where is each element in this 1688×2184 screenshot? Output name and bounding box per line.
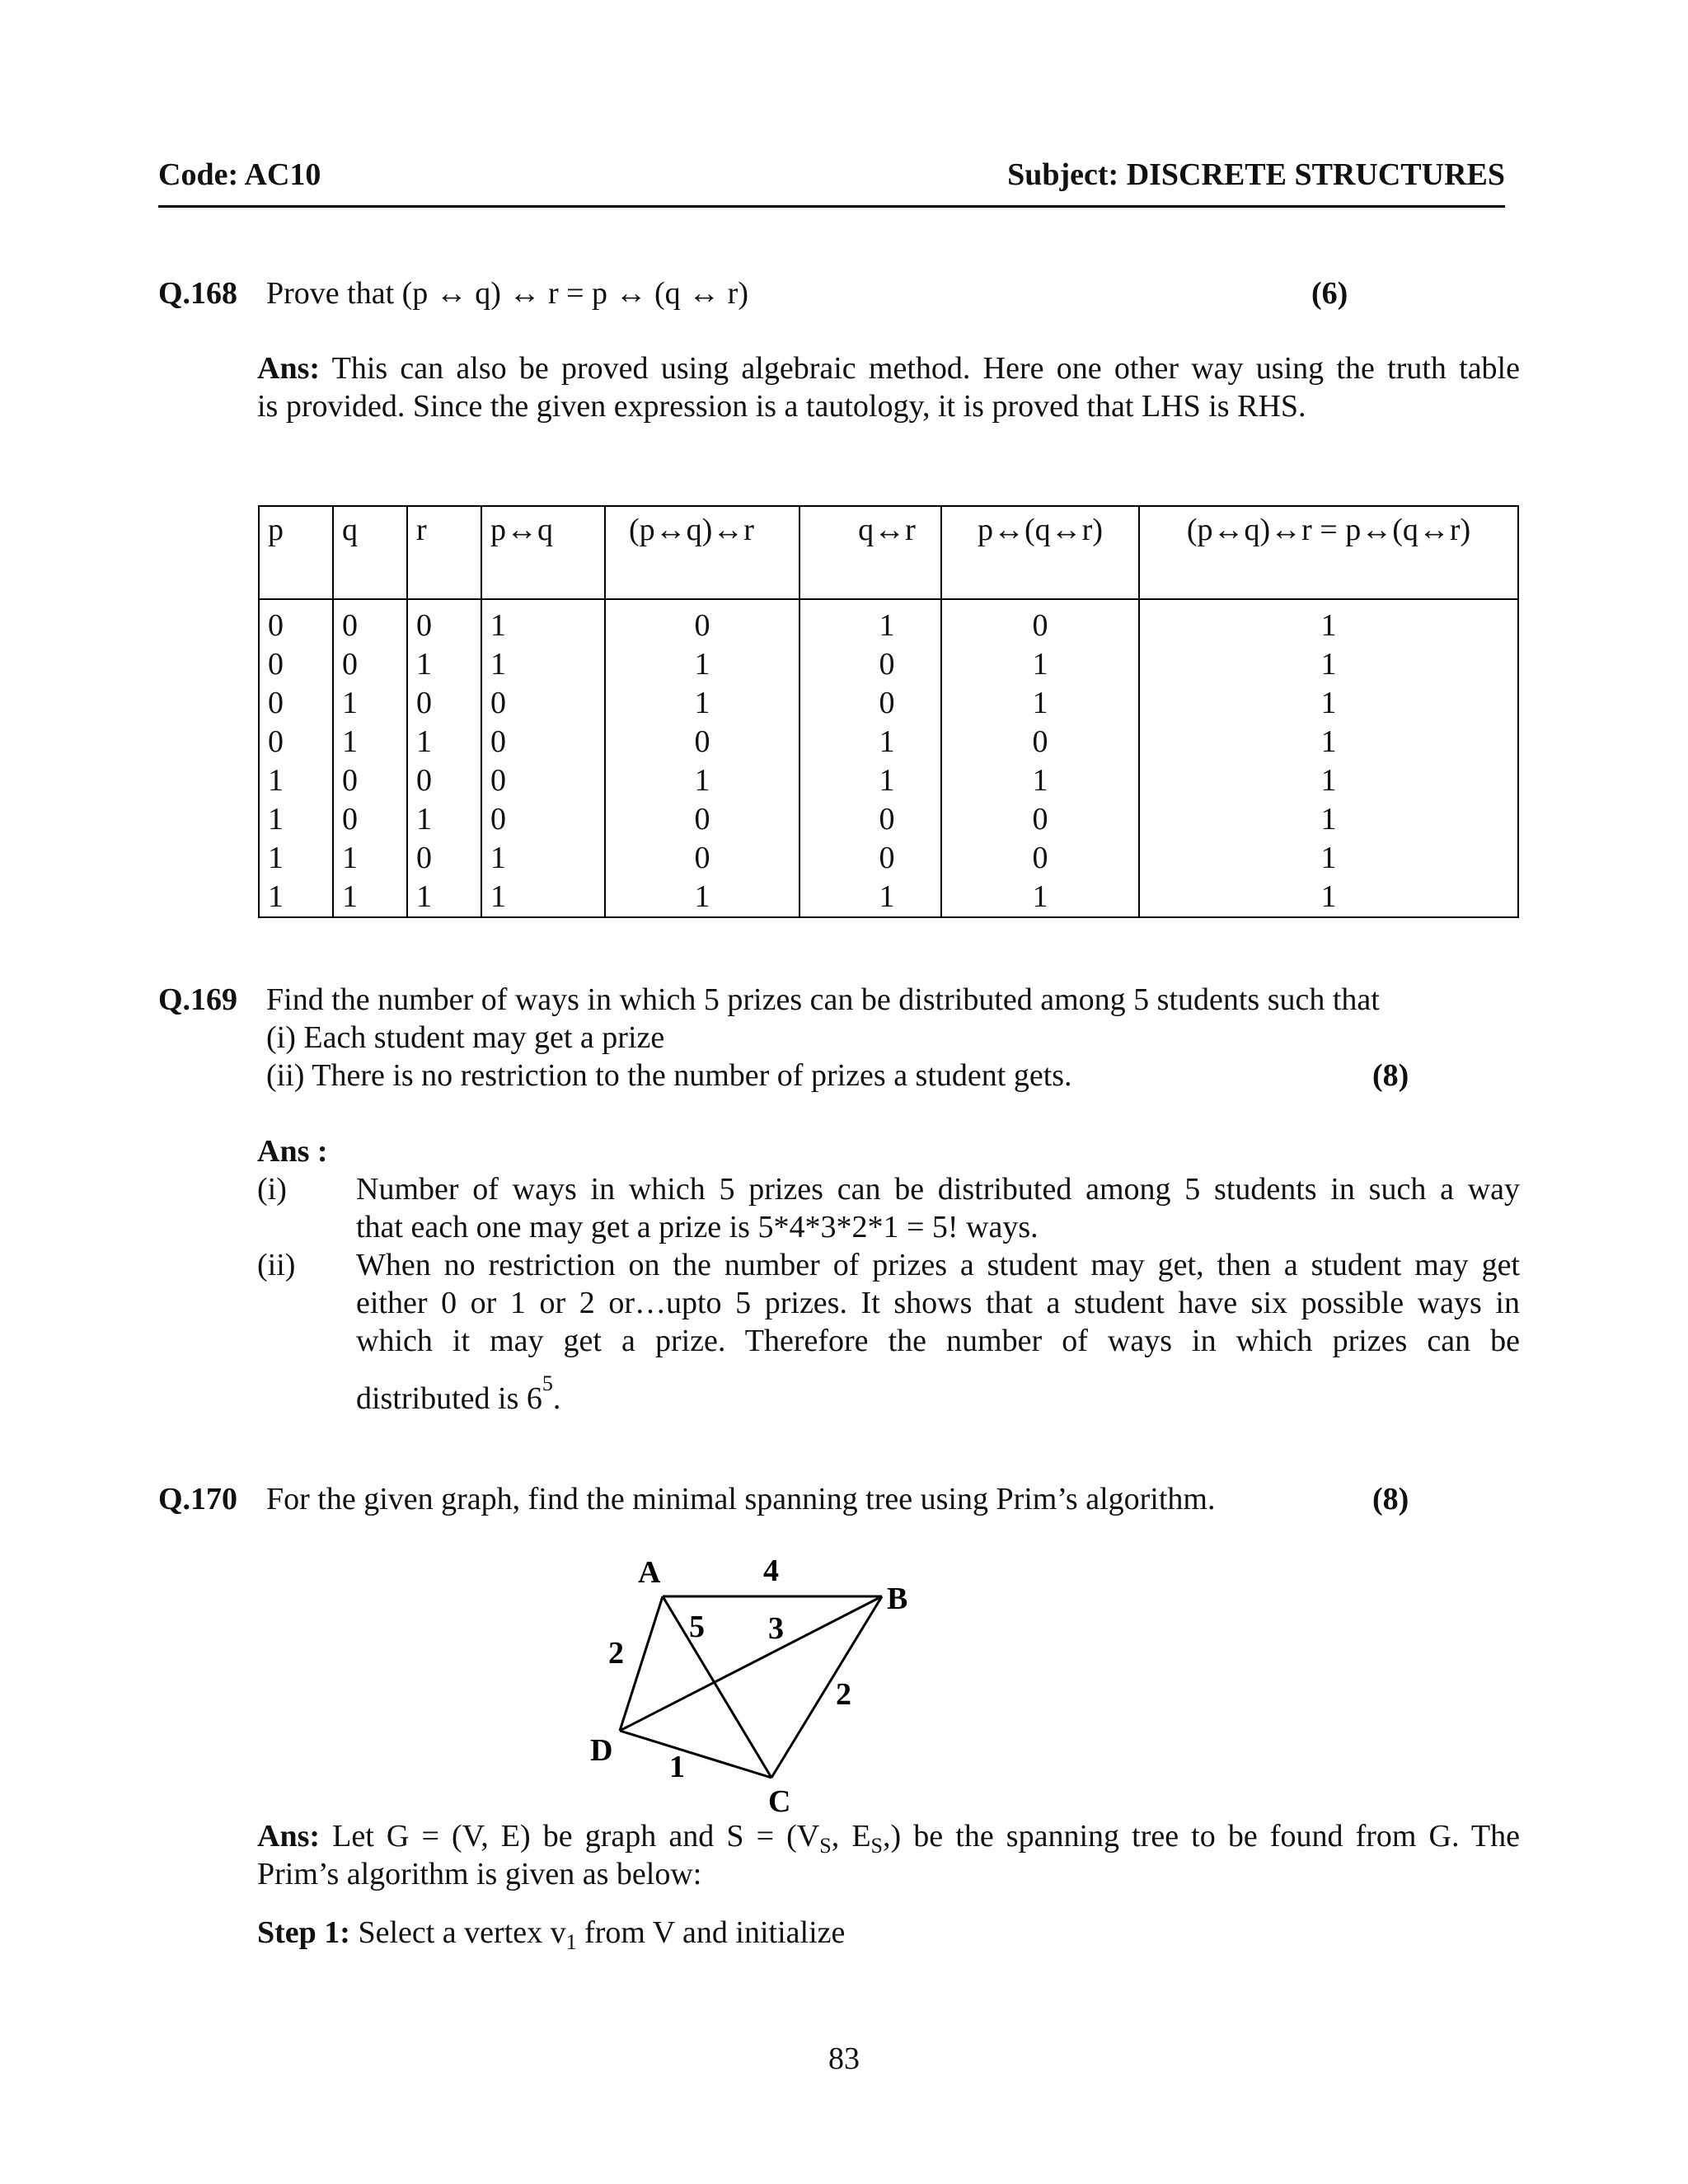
spanning-tree-graph [560,1549,956,1813]
q168-question: Prove that (p ↔ q) ↔ r = p ↔ (q ↔ r) [266,276,748,311]
table-row [259,762,1518,800]
weight-a-c: 5 [689,1610,705,1644]
q169-ii-line2 [356,1284,1520,1322]
q169-ii-line3 [356,1322,1520,1360]
table-cell: 0 [259,599,333,645]
table-cell: 1 [333,723,407,762]
q169-ii-label: (ii) [257,1248,296,1282]
table-cell: 1 [1139,645,1518,684]
q170-sub-es: S [870,1834,884,1858]
table-cell: 1 [1139,599,1518,645]
table-cell: 1 [333,684,407,723]
col-header-pq-iff-r: (p↔q)↔r [605,506,799,599]
table-cell: 0 [259,684,333,723]
col-header-q-iff-r: q↔r [799,506,941,599]
table-cell: 0 [333,645,407,684]
table-cell: 1 [1139,684,1518,723]
table-cell: 1 [481,599,605,645]
table-cell: 1 [799,723,941,762]
col-header-q: q [333,506,407,599]
table-row [259,878,1518,917]
q170-ans-text1b: , E [831,1819,871,1854]
q169-number: Q.169 [158,982,238,1017]
q169-part2: (ii) There is no restriction to the number of prizes a student gets. [266,1058,1072,1093]
q169-ii-line1-text: When no restriction on the number of prizes a student may get, then a student may get [356,1248,1520,1282]
col-header-equivalence: (p↔q)↔r = p↔(q↔r) [1139,506,1518,599]
table-cell: 1 [941,762,1139,800]
table-cell: 1 [259,800,333,839]
q170-step1 [257,1914,845,1961]
table-cell: 1 [941,878,1139,917]
q169-ii-line4 [356,1365,560,1418]
col-header-p: p [259,506,333,599]
table-row [259,684,1518,723]
table-cell: 1 [1139,878,1518,917]
table-cell: 0 [605,723,799,762]
table-cell: 1 [605,878,799,917]
table-cell: 0 [799,800,941,839]
table-cell: 1 [259,839,333,878]
table-row [259,839,1518,878]
truth-table-header-row [259,506,1518,599]
q169-i-line1 [356,1170,1520,1208]
table-cell: 0 [407,684,481,723]
table-cell: 1 [799,599,941,645]
table-cell: 1 [407,645,481,684]
weight-b-c: 2 [836,1677,851,1712]
table-cell: 0 [333,599,407,645]
table-cell: 0 [259,645,333,684]
table-cell: 1 [605,684,799,723]
col-header-r: r [407,506,481,599]
q168-answer-line2: is provided. Since the given expression is a tautology, it is proved that LHS is RHS. [257,389,1306,424]
q169-ii-exponent: 5 [542,1371,553,1395]
col-header-p-iff-qr: p↔(q↔r) [941,506,1139,599]
table-cell: 1 [1139,839,1518,878]
q169-ii-line4-post: . [552,1381,561,1416]
table-cell: 0 [481,762,605,800]
q168-marks: (6) [1311,276,1348,311]
table-cell: 0 [941,800,1139,839]
table-row [259,800,1518,839]
table-cell: 1 [605,762,799,800]
table-cell: 1 [259,878,333,917]
q169-question: Find the number of ways in which 5 prizes can be distributed among 5 students such that [266,982,1380,1017]
header-code: Code: AC10 [158,157,321,192]
q169-ii-line2-text: either 0 or 1 or 2 or…upto 5 prizes. It shows that a student have six possible ways in [356,1286,1520,1320]
q168-ans-label: Ans: [257,351,321,386]
vertex-a-label: A [638,1555,661,1590]
table-cell: 1 [333,878,407,917]
q170-question: For the given graph, find the minimal spanning tree using Prim’s algorithm. [266,1482,1216,1516]
table-cell: 0 [407,599,481,645]
header-subject: Subject: DISCRETE STRUCTURES [1007,157,1505,192]
table-cell: 1 [481,839,605,878]
table-cell: 1 [407,723,481,762]
q169-ans-label: Ans : [257,1134,328,1169]
table-cell: 1 [1139,762,1518,800]
table-cell: 0 [333,762,407,800]
q168-ans-text1: This can also be proved using algebraic method. Here one other way using the truth table [331,351,1520,386]
q170-answer-line2: Prim’s algorithm is given as below: [257,1857,702,1891]
table-cell: 0 [941,839,1139,878]
q168-number: Q.168 [158,276,238,311]
table-cell: 1 [1139,800,1518,839]
table-row [259,645,1518,684]
table-cell: 1 [481,645,605,684]
q170-sub-vs: S [819,1834,832,1858]
page-number: 83 [828,2041,860,2076]
q168-answer-line1 [257,349,1520,387]
q170-step1-sub: 1 [565,1930,577,1954]
header-rule [158,205,1505,208]
q170-step1-text-a: Select a vertex v [358,1915,566,1950]
q170-ans-label: Ans: [257,1819,321,1854]
weight-d-c: 1 [669,1750,685,1784]
table-cell: 1 [407,878,481,917]
table-cell: 1 [407,800,481,839]
q169-i-line1-text: Number of ways in which 5 prizes can be distributed among 5 students in such a way [356,1172,1520,1207]
table-cell: 0 [799,645,941,684]
table-cell: 1 [799,762,941,800]
vertex-b-label: B [887,1582,908,1616]
weight-a-d: 2 [608,1636,624,1671]
q170-number: Q.170 [158,1482,238,1516]
table-cell: 0 [799,839,941,878]
q169-marks: (8) [1372,1058,1409,1093]
q170-ans-text1a: Let G = (V, E) be graph and S = (V [332,1819,820,1854]
table-cell: 1 [333,839,407,878]
q170-ans-text1c: ,) be the spanning tree to be found from G. The [883,1819,1520,1854]
table-row [259,723,1518,762]
table-cell: 0 [407,839,481,878]
table-cell: 0 [259,723,333,762]
table-cell: 1 [259,762,333,800]
vertex-c-label: C [768,1784,791,1813]
table-cell: 0 [481,800,605,839]
table-cell: 1 [799,878,941,917]
table-cell: 1 [941,684,1139,723]
q169-ii-line3-text: which it may get a prize. Therefore the number of ways in which prizes can be [356,1324,1520,1358]
table-cell: 0 [941,599,1139,645]
table-cell: 0 [799,684,941,723]
vertex-d-label: D [590,1733,613,1768]
table-row [259,599,1518,645]
q170-marks: (8) [1372,1482,1409,1516]
truth-table [258,505,1519,918]
q169-part1: (i) Each student may get a prize [266,1020,665,1055]
table-cell: 0 [941,723,1139,762]
q169-i-label: (i) [257,1172,287,1207]
table-cell: 0 [481,723,605,762]
table-cell: 1 [941,645,1139,684]
table-cell: 0 [481,684,605,723]
table-cell: 1 [1139,723,1518,762]
table-cell: 1 [605,645,799,684]
table-cell: 1 [481,878,605,917]
q169-ii-line1 [356,1246,1520,1284]
q169-i-line2: that each one may get a prize is 5*4*3*2*1 = 5! ways. [356,1210,1039,1244]
edge-a-d [620,1596,663,1731]
q170-step1-text-b: from V and initialize [576,1915,846,1950]
table-cell: 0 [605,800,799,839]
table-cell: 0 [333,800,407,839]
table-cell: 0 [605,839,799,878]
weight-a-b: 4 [763,1554,779,1588]
weight-d-b: 3 [768,1611,784,1646]
q170-step1-label: Step 1: [257,1915,350,1950]
table-cell: 0 [605,599,799,645]
col-header-p-iff-q: p↔q [481,506,605,599]
q169-ii-line4-pre: distributed is 6 [356,1381,542,1416]
table-cell: 0 [407,762,481,800]
